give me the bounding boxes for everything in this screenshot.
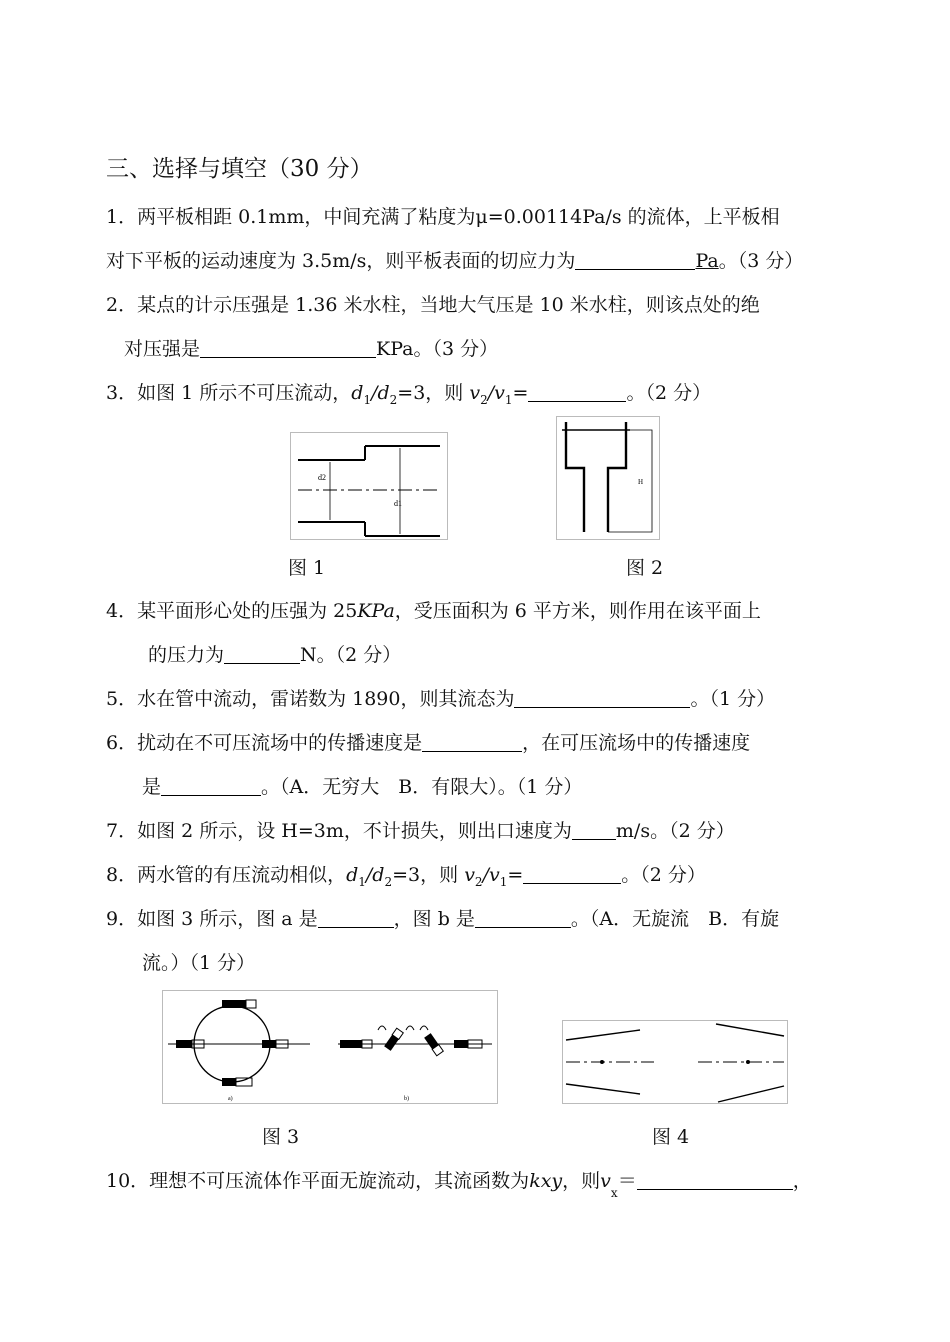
- q10-line: [106, 1166, 812, 1200]
- q3-answer-blank[interactable]: [528, 381, 626, 402]
- fig2-label-h: H: [638, 478, 644, 486]
- q4-text-b: ，受压面积为 6 平方米，则作用在该平面上: [394, 600, 761, 622]
- q7-points: m/s。（2 分）: [615, 820, 735, 842]
- q3-sub1: 1: [363, 392, 372, 407]
- q2-line2: [124, 334, 498, 361]
- q9-line1: [106, 904, 779, 931]
- q2-line1: 2．某点的计示压强是 1.36 米水柱，当地大气压是 10 米水柱，则该点处的绝: [106, 294, 760, 316]
- q8-answer-blank[interactable]: [523, 863, 621, 884]
- q7-answer-blank[interactable]: [572, 819, 616, 840]
- q3-d2: /d: [371, 382, 390, 404]
- q3-line: [106, 378, 711, 407]
- q5-line: [106, 684, 775, 711]
- q6-line1: [106, 728, 750, 755]
- q3-eq: =3，则: [397, 382, 470, 404]
- q9-answer-blank-1[interactable]: [318, 907, 394, 928]
- q6-answer-blank-1[interactable]: [422, 731, 522, 752]
- q8-eq2: =: [507, 864, 524, 886]
- q8-sub1: 1: [358, 874, 366, 889]
- q10-v: v: [600, 1170, 611, 1192]
- q2-text: 对压强是: [124, 338, 201, 360]
- q3-points: 。（2 分）: [626, 382, 712, 404]
- q4-line2: [148, 640, 401, 667]
- figure-3-caption: 图 3: [262, 1126, 300, 1148]
- q7-line: [106, 816, 735, 843]
- q3-d: d: [351, 382, 364, 404]
- q5-points: 。（1 分）: [690, 688, 776, 710]
- figure-1-caption: 图 1: [288, 557, 326, 579]
- q10-func: kxy: [529, 1170, 563, 1192]
- q4-answer-blank[interactable]: [224, 643, 300, 664]
- q1-unit: Pa: [695, 250, 719, 272]
- q8-line: [106, 860, 706, 889]
- figure-4-caption: 图 4: [652, 1126, 690, 1148]
- q3-text: 3．如图 1 所示不可压流动，: [106, 382, 352, 404]
- q10-vsub: x: [610, 1186, 618, 1200]
- q1-points: 。（3 分）: [718, 250, 804, 272]
- q3-vsub1: 1: [504, 392, 513, 407]
- q10-mid: ，则: [562, 1170, 601, 1192]
- q4-unit: KPa: [357, 600, 395, 622]
- q9-text-b: ，图 b 是: [393, 908, 475, 930]
- q8-eq: =3，则: [392, 864, 465, 886]
- fig1-label-d1: d1: [394, 499, 402, 508]
- q4-text-a: 4．某平面形心处的压强为 25: [106, 600, 358, 622]
- q8-v1: /v: [482, 864, 500, 886]
- q1-line1: 1．两平板相距 0.1mm，中间充满了粘度为μ=0.00114Pa/s 的流体，上平板相: [106, 206, 780, 228]
- q5-answer-blank[interactable]: [514, 687, 690, 708]
- fig1-label-d2: d2: [318, 473, 326, 482]
- q4-text-c: 的压力为: [148, 644, 225, 666]
- q6-answer-blank-2[interactable]: [161, 775, 261, 796]
- q8-vsub1: 1: [499, 874, 508, 889]
- q10-answer-blank[interactable]: [637, 1169, 793, 1190]
- q9-line2: 流。）（1 分）: [142, 952, 256, 974]
- q10-text: 10．理想不可压流体作平面无旋流动，其流函数为: [106, 1170, 530, 1192]
- q1-answer-blank[interactable]: [575, 249, 695, 270]
- q3-v: v: [469, 382, 481, 404]
- q3-vsub2: 2: [480, 392, 488, 407]
- section-title: 三、选择与填空（30 分）: [106, 156, 373, 182]
- figure-4-diagram: [562, 1020, 788, 1104]
- q4-points: N。（2 分）: [300, 644, 402, 666]
- q1-line2: [106, 246, 803, 273]
- q8-points: 。（2 分）: [621, 864, 706, 886]
- figure-3-diagram: [162, 990, 498, 1104]
- q3-sub2: 2: [389, 392, 398, 407]
- q3-eq2: =: [512, 382, 529, 404]
- q5-text: 5．水在管中流动，雷诺数为 1890，则其流态为: [106, 688, 515, 710]
- q8-d2: /d: [365, 864, 385, 886]
- q8-text: 8．两水管的有压流动相似，: [106, 864, 347, 886]
- q8-d: d: [346, 864, 359, 886]
- q6-text-a: 6．扰动在不可压流场中的传播速度是: [106, 732, 423, 754]
- q7-text: 7．如图 2 所示，设 H=3m，不计损失，则出口速度为: [106, 820, 572, 842]
- fig3-label-b: b): [404, 1096, 409, 1102]
- q9-text-c: 。（A．无旋流 B．有旋: [570, 908, 780, 930]
- q9-answer-blank-2[interactable]: [475, 907, 571, 928]
- q9-text-a: 9．如图 3 所示，图 a 是: [106, 908, 318, 930]
- q8-v: v: [464, 864, 475, 886]
- q6-text-c: 是: [142, 776, 162, 798]
- figure-1-diagram: [290, 432, 448, 540]
- figure-2-diagram: [556, 416, 660, 540]
- figure-2-caption: 图 2: [626, 557, 664, 579]
- q1-text: 对下平板的运动速度为 3.5m/s，则平板表面的切应力为: [106, 250, 576, 272]
- q6-points: 。（A．无穷大 B．有限大）。（1 分）: [261, 776, 583, 798]
- q8-vsub2: 2: [474, 874, 483, 889]
- q10-tail: ，: [792, 1170, 812, 1192]
- q3-v1: /v: [487, 382, 505, 404]
- fig3-label-a: a): [228, 1096, 233, 1102]
- q10-eq: ＝: [617, 1170, 637, 1192]
- q8-sub2: 2: [384, 874, 393, 889]
- q2-points: KPa。（3 分）: [376, 338, 499, 360]
- q4-line1: [106, 596, 761, 623]
- q2-answer-blank[interactable]: [200, 337, 376, 358]
- q6-line2: [142, 772, 582, 799]
- q6-text-b: ，在可压流场中的传播速度: [522, 732, 751, 754]
